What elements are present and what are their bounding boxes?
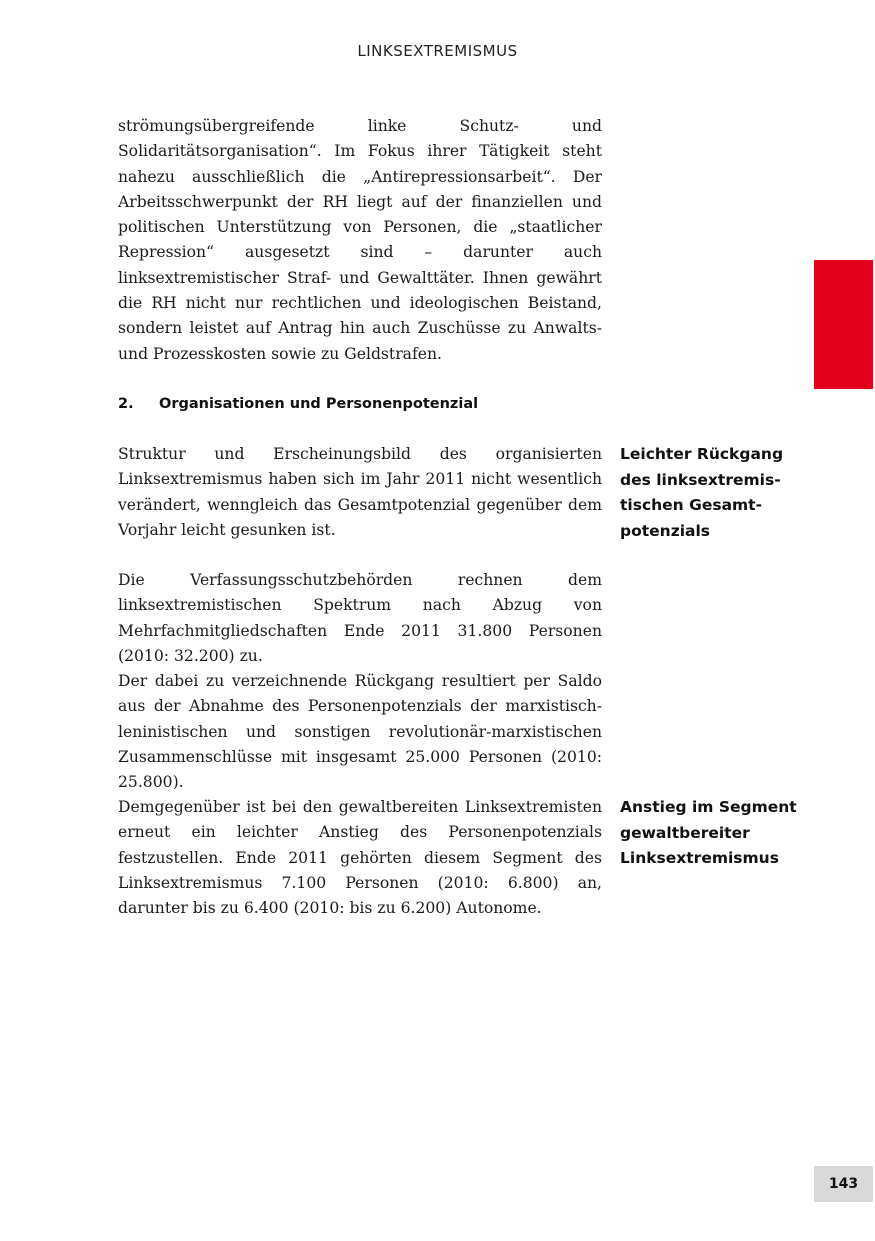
body-paragraph-5-block bbox=[118, 795, 602, 921]
margin-note-line: tischen Gesamt- bbox=[620, 496, 763, 514]
body-paragraph-2-block bbox=[118, 442, 602, 543]
margin-note-line: Anstieg im Segment bbox=[620, 798, 797, 816]
body-paragraph: Die Verfassungsschutzbehörden rechnen dem linksextremistischen Spektrum nach Abzug von Mehrfachmitgliedschaften Ende 2011 31.800 Personen (2010: 32.200) zu. bbox=[118, 571, 602, 665]
margin-note-line: Leichter Rückgang bbox=[620, 445, 784, 463]
margin-note-increase bbox=[620, 795, 795, 872]
section-heading bbox=[118, 396, 478, 412]
margin-note-line: des linksextremis- bbox=[620, 470, 781, 489]
margin-note-line: gewaltbereiter bbox=[620, 823, 750, 842]
page-number: 143 bbox=[814, 1166, 873, 1202]
margin-note-decline bbox=[620, 442, 795, 544]
body-paragraph-4-block bbox=[118, 669, 602, 795]
body-paragraph: Demgegenüber ist bei den gewaltbereiten Linksextremisten erneut ein leichter Anstieg des Personenpotenzials festzustellen. Ende 2011 gehörten diesem Segment des Linksextremismus 7.100 Personen (2010: 6.800) an, darunter bis zu 6.400 (2010: bis zu 6.200) Autonome. bbox=[118, 798, 602, 918]
body-paragraph: Struktur und Erscheinungsbild des organisierten Linksextremismus haben sich im Jahr 2011 nicht wesentlich verändert, wenngleich das Gesamtpotenzial gegenüber dem Vorjahr leicht gesunken ist. bbox=[118, 445, 602, 539]
margin-note-line: potenzials bbox=[620, 521, 711, 540]
body-paragraph: Der dabei zu verzeichnende Rückgang resultiert per Saldo aus der Abnahme des Personenpotenzials der marxistisch-leninistischen und sonstigen revolutionär-marxistischen Zusammenschlüsse mit insgesamt 25.000 Personen (2010: 25.800). bbox=[118, 672, 602, 792]
section-title: Organisationen und Personenpotenzial bbox=[159, 396, 479, 412]
body-paragraph: strömungsübergreifende linke Schutz- und Solidaritätsorganisation“. Im Fokus ihrer Tätigkeit steht nahezu ausschließlich die „Antirepressionsarbeit“. Der Arbeitsschwerpunkt der RH liegt auf der finanziellen und politischen Unterstützung von Personen, die „staatlicher Repression“ ausgesetzt sind – darunter auch linksextremistischer Straf- und Gewalttäter. Ihnen gewährt die RH nicht nur rechtlichen und ideologischen Beistand, sondern leistet auf Antrag hin auch Zuschüsse zu Anwalts- und Prozesskosten sowie zu Geldstrafen. bbox=[118, 117, 602, 363]
body-paragraph-1-block bbox=[118, 114, 602, 367]
margin-note-line: Linksextremismus bbox=[620, 849, 779, 867]
body-paragraph-3-block bbox=[118, 568, 602, 669]
section-number: 2. bbox=[118, 396, 134, 412]
chapter-color-tab bbox=[814, 260, 873, 389]
running-header: LINKSEXTREMISMUS bbox=[357, 42, 518, 60]
